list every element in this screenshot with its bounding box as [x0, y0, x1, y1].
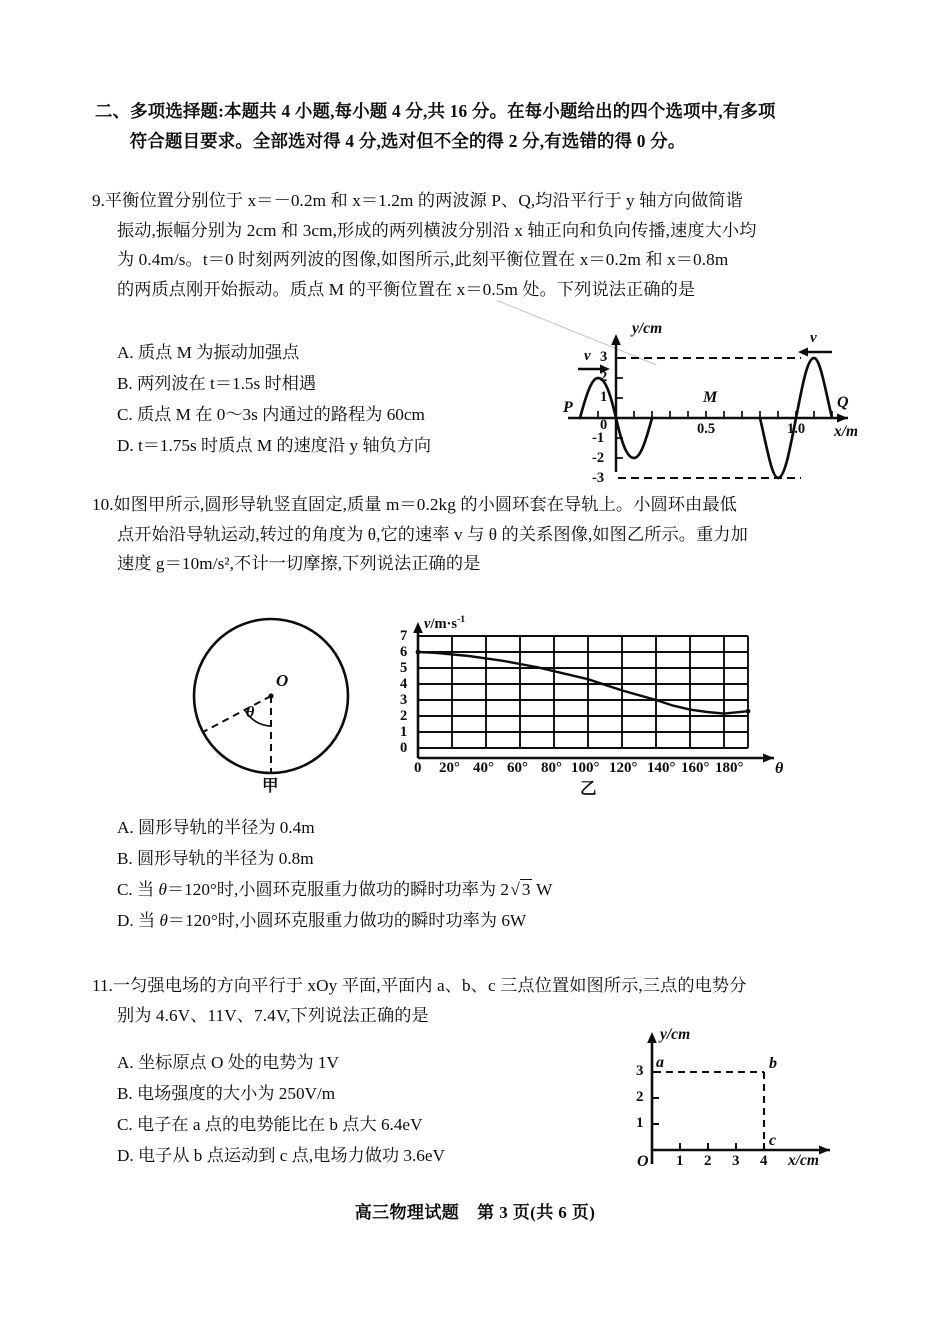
vtheta-x-tick-100: 100°: [571, 760, 600, 776]
circle-center-label-O: O: [276, 671, 289, 690]
question-9-wave-figure: [556, 320, 868, 486]
question-11-options: [92, 1047, 445, 1171]
vtheta-x-tick-80: 80°: [541, 760, 562, 776]
vtheta-x-tick-20: 20°: [439, 760, 460, 776]
vtheta-x-tick-180: 180°: [715, 760, 744, 776]
question-9-option-b[interactable]: B. 两列波在 t＝1.5s 时相遇: [116, 374, 317, 393]
question-10-body-1: 如图甲所示,圆形导轨竖直固定,质量 m＝0.2kg 的小圆环套在导轨上。小圆环由最低: [113, 495, 737, 514]
question-10-option-b[interactable]: B. 圆形导轨的半径为 0.8m: [116, 849, 314, 868]
wave-velocity-label-right: v: [810, 330, 817, 346]
wave-x-tick-0-5: 0.5: [697, 421, 716, 437]
field-x-tick-4: 4: [760, 1153, 768, 1169]
wave-x-axis-label: x/m: [834, 423, 859, 440]
question-11-coordinate-figure: [630, 1022, 850, 1182]
question-11-option-c[interactable]: C. 电子在 a 点的电势能比在 b 点大 6.4eV: [116, 1115, 423, 1134]
page-footer: [0, 1198, 950, 1223]
vtheta-y-tick-3: 3: [400, 692, 408, 708]
wave-y-tick-1: 1: [600, 389, 608, 405]
wave-y-tick-0: 0: [600, 417, 608, 433]
question-9-body-1: 平衡位置分别位于 x＝－0.2m 和 x＝1.2m 的两波源 P、Q,均沿平行于 y 轴方向做简谐: [104, 191, 743, 210]
field-x-tick-1: 1: [676, 1153, 684, 1169]
question-10-line-2: 点开始沿导轨运动,转过的角度为 θ,它的速率 v 与 θ 的关系图像,如图乙所示。重力加: [116, 524, 748, 544]
question-9-line-4: 的两质点刚开始振动。质点 M 的平衡位置在 x＝0.5m 处。下列说法正确的是: [116, 279, 696, 299]
wave-x-tick-1-0: 1.0: [787, 421, 806, 437]
figure-caption-yi: 乙: [580, 779, 597, 798]
footer-title: 高三物理试题: [354, 1203, 460, 1222]
question-9-number: 9.: [92, 191, 105, 210]
question-10-number: 10.: [92, 495, 114, 514]
question-10-option-a[interactable]: A. 圆形导轨的半径为 0.4m: [116, 818, 315, 837]
vtheta-y-tick-1: 1: [400, 724, 408, 740]
wave-y-tick-neg3: -3: [592, 470, 605, 486]
section-heading-line-2: 符合题目要求。全部选对得 4 分,选对但不全的得 2 分,有选错的得 0 分。: [129, 131, 686, 151]
question-11-option-d[interactable]: D. 电子从 b 点运动到 c 点,电场力做功 3.6eV: [116, 1146, 445, 1165]
wave-point-label-M: M: [703, 389, 718, 406]
footer-page-number: 第 3 页(共 6 页): [477, 1203, 596, 1222]
vtheta-y-tick-0: 0: [400, 740, 408, 756]
question-9-options: [92, 337, 431, 461]
question-9-line-1: [92, 186, 867, 216]
vtheta-x-axis-label: θ: [775, 760, 784, 777]
vtheta-x-tick-0: 0: [414, 760, 422, 776]
vtheta-x-tick-120: 120°: [609, 760, 638, 776]
wave-y-tick-neg1: -1: [592, 430, 605, 446]
question-11-number: 11.: [92, 976, 113, 995]
question-10-text: [92, 490, 867, 579]
figure-caption-jia: 甲: [262, 776, 279, 795]
wave-y-tick-2: 2: [600, 369, 608, 385]
question-10-line-3: 速度 g＝10m/s²,不计一切摩擦,下列说法正确的是: [116, 554, 481, 573]
vtheta-x-tick-60: 60°: [507, 760, 528, 776]
circle-angle-label-theta: θ: [246, 704, 255, 721]
wave-y-tick-3: 3: [600, 349, 608, 365]
question-10-option-d[interactable]: D. 当 θ＝120°时,小圆环克服重力做功的瞬时功率为 6W: [116, 911, 527, 930]
field-point-label-b: b: [769, 1055, 777, 1072]
vtheta-x-tick-140: 140°: [647, 760, 676, 776]
question-9-option-a[interactable]: A. 质点 M 为振动加强点: [116, 343, 300, 362]
question-11-option-b[interactable]: B. 电场强度的大小为 250V/m: [116, 1084, 336, 1103]
question-9-option-d[interactable]: D. t＝1.75s 时质点 M 的速度沿 y 轴负方向: [116, 436, 432, 455]
section-heading-line-1: 二、多项选择题:本题共 4 小题,每小题 4 分,共 16 分。在每小题给出的四个选项中,有多项: [95, 101, 776, 121]
vtheta-x-tick-40: 40°: [473, 760, 494, 776]
vtheta-y-tick-6: 6: [400, 644, 408, 660]
vtheta-y-tick-5: 5: [400, 660, 408, 676]
field-point-label-c: c: [769, 1132, 777, 1149]
question-10-line-1: [92, 490, 867, 520]
wave-point-label-P: P: [563, 399, 573, 416]
question-11-line-1: [92, 971, 867, 1001]
field-y-axis-label: y/cm: [660, 1026, 691, 1043]
field-x-tick-2: 2: [704, 1153, 712, 1169]
field-y-tick-3: 3: [636, 1063, 644, 1079]
vtheta-y-tick-7: 7: [400, 628, 408, 644]
question-11-body-1: 一匀强电场的方向平行于 xOy 平面,平面内 a、b、c 三点位置如图所示,三点的电势分: [112, 976, 747, 995]
question-10-vtheta-chart: [390, 608, 790, 788]
vtheta-y-axis-label: $v/m\cdot s^{-1}$: [424, 614, 466, 632]
vtheta-x-tick-160: 160°: [681, 760, 710, 776]
field-y-tick-2: 2: [636, 1089, 644, 1105]
question-9-line-3: 为 0.4m/s。t＝0 时刻两列波的图像,如图所示,此刻平衡位置在 x＝0.2m 和 x＝0.8m: [116, 250, 729, 269]
question-11-option-a[interactable]: A. 坐标原点 O 处的电势为 1V: [116, 1053, 339, 1072]
wave-y-axis-label: y/cm: [632, 320, 663, 337]
vtheta-y-tick-4: 4: [400, 676, 408, 692]
field-y-tick-1: 1: [636, 1115, 644, 1131]
field-point-label-a: a: [656, 1054, 664, 1071]
field-x-axis-label: x/cm: [788, 1152, 819, 1169]
field-origin-label-O: O: [637, 1153, 649, 1170]
question-9-text: [92, 186, 867, 304]
wave-point-label-Q: Q: [837, 394, 849, 411]
section-heading: [95, 96, 870, 156]
question-9-option-c[interactable]: C. 质点 M 在 0～3s 内通过的路程为 60cm: [116, 405, 425, 424]
question-11-line-2: 别为 4.6V、11V、7.4V,下列说法正确的是: [116, 1005, 429, 1025]
question-10-option-c[interactable]: C. 当 θ＝120°时,小圆环克服重力做功的瞬时功率为 2√ 3 W: [116, 880, 553, 899]
question-10-circle-figure: [175, 608, 375, 788]
wave-velocity-label-left: v: [584, 348, 591, 364]
wave-y-tick-neg2: -2: [592, 450, 605, 466]
field-x-tick-3: 3: [732, 1153, 740, 1169]
question-10-options: [92, 812, 552, 936]
question-9-line-2: 振动,振幅分别为 2cm 和 3cm,形成的两列横波分别沿 x 轴正向和负向传播,速度大小均: [116, 220, 757, 240]
vtheta-y-tick-2: 2: [400, 708, 408, 724]
